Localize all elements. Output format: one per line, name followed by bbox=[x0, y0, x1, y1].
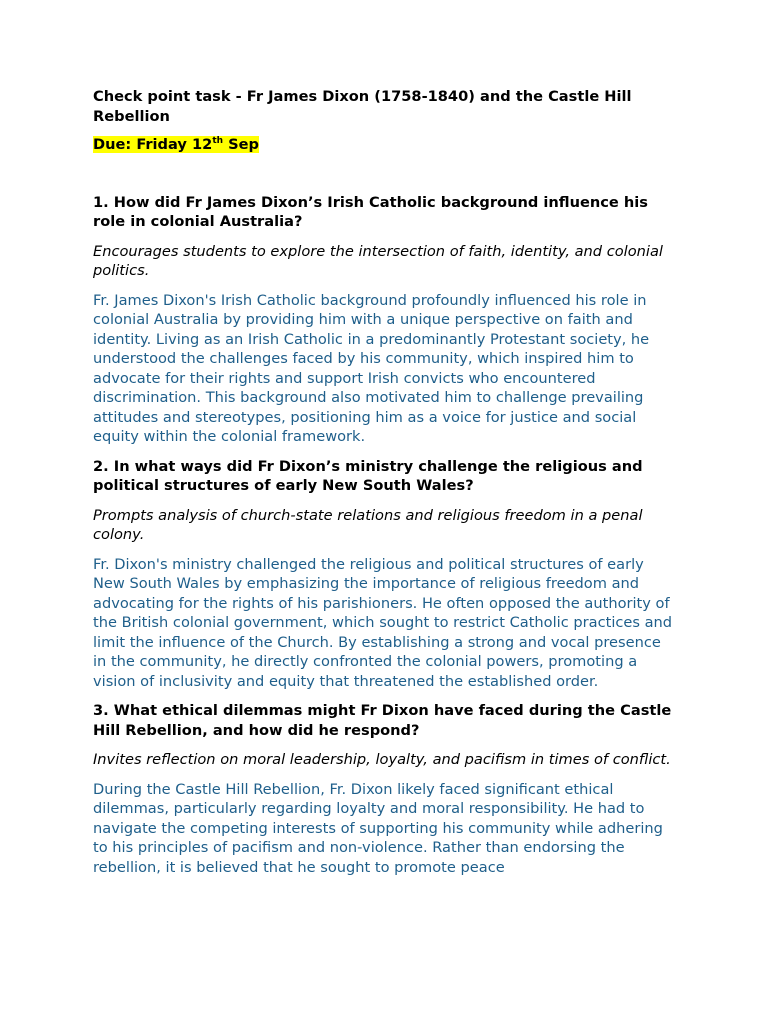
question-prompt: Invites reflection on moral leadership, loyalty, and pacifism in times of conflict. bbox=[93, 751, 671, 768]
question-block-3 bbox=[93, 701, 673, 877]
due-date-ordinal: th bbox=[212, 136, 224, 146]
question-heading: 1. How did Fr James Dixon’s Irish Catholic background influence his role in colonial Australia? bbox=[93, 193, 648, 230]
question-block-1 bbox=[93, 193, 673, 447]
due-date-text: Due: Friday 12 bbox=[93, 136, 213, 153]
question-heading: 3. What ethical dilemmas might Fr Dixon have faced during the Castle Hill Rebellion, and how did he respond? bbox=[93, 702, 672, 739]
question-heading: 2. In what ways did Fr Dixon’s ministry challenge the religious and political structures of early New South Wales? bbox=[93, 457, 643, 494]
question-answer: Fr. Dixon's ministry challenged the religious and political structures of early New South Wales by emphasizing the importance of religious freedom and advocating for the rights of his parishioners. He often opposed the authority of the British colonial government, which sought to restrict Catholic practices and limit the influence of the Church. By establishing a strong and vocal presence in the community, he directly confronted the colonial powers, promoting a vision of inclusivity and equity that threatened the established order. bbox=[93, 555, 673, 690]
document-title: Check point task - Fr James Dixon (1758-1840) and the Castle Hill Rebellion bbox=[93, 88, 632, 125]
question-prompt: Prompts analysis of church-state relations and religious freedom in a penal colony. bbox=[93, 506, 643, 543]
document-page bbox=[93, 87, 673, 887]
question-block-2 bbox=[93, 457, 673, 692]
question-answer: During the Castle Hill Rebellion, Fr. Dixon likely faced significant ethical dilemmas, particularly regarding loyalty and moral responsibility. He had to navigate the competing interests of supporting his community while adhering to his principles of pacifism and non-violence. Rather than endorsing the rebellion, it is believed that he sought to promote peace bbox=[93, 780, 663, 876]
question-answer: Fr. James Dixon's Irish Catholic background profoundly influenced his role in colonial Australia by providing him with a unique perspective on faith and identity. Living as an Irish Catholic in a predominantly Protestant society, he understood the challenges faced by his community, which inspired him to advocate for their rights and support Irish convicts who encountered discrimination. This background also motivated him to challenge prevailing attitudes and stereotypes, positioning him as a voice for justice and social equity within the colonial framework. bbox=[93, 291, 650, 445]
due-date bbox=[93, 135, 673, 155]
due-date-highlight bbox=[93, 136, 259, 153]
question-prompt: Encourages students to explore the intersection of faith, identity, and colonial politics. bbox=[93, 242, 663, 279]
due-date-month: Sep bbox=[223, 136, 259, 153]
